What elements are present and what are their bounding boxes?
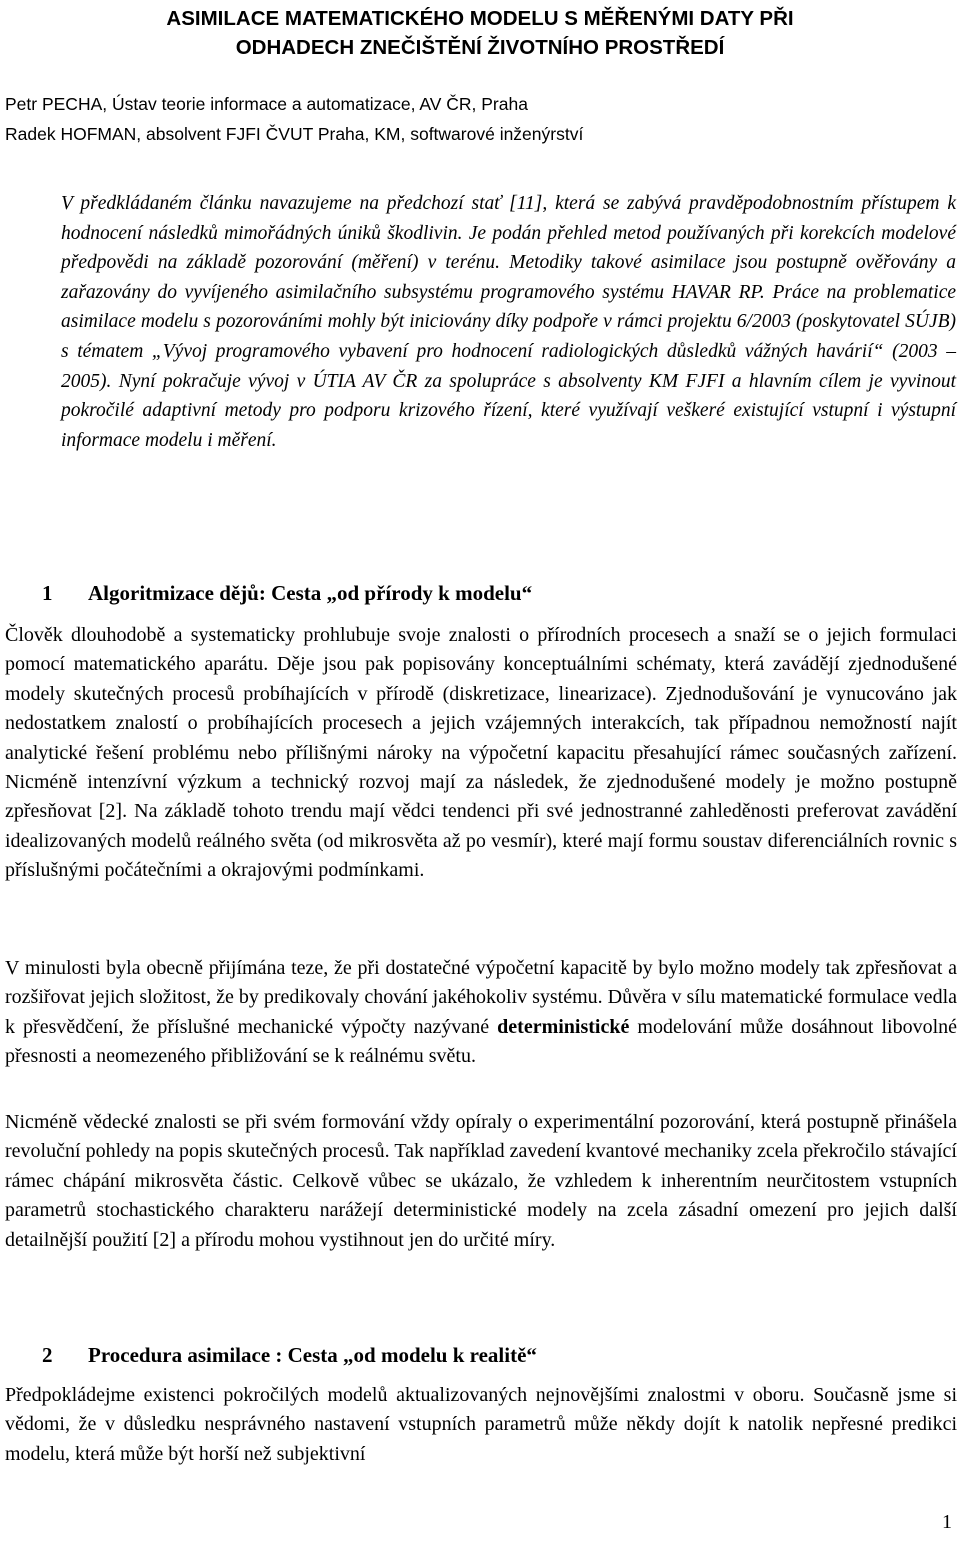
paper-title-line-1: ASIMILACE MATEMATICKÉHO MODELU S MĚŘENÝMI DATY PŘI: [166, 7, 794, 30]
section-1-paragraph-2: [5, 954, 957, 1072]
paragraph-text: V minulosti byla obecně přijímána teze, že při dostatečné výpočetní kapacitě by bylo možno modely tak zpřesňovat a rozšiřovat jejich složitost, že by predikovaly chování jakéhokoliv systému. Důvěra v sílu matematické formulace vedla k přesvědčení, že příslušné mechanické výpočty nazývané: [5, 957, 957, 1038]
authors-block: [5, 89, 955, 149]
section-2-title: Procedura asimilace : Cesta „od modelu k realitě“: [88, 1343, 537, 1367]
abstract-sentence-3: Metodiky takové asimilace jsou postupně ověřovány a zařazovány do vyvíjeného asimilačního subsystému programového systému HAVAR RP.: [61, 252, 957, 303]
section-1-paragraph-1: [5, 621, 957, 886]
abstract-sentence-2: Je podán přehled metod používaných při korekcích modelové předpovědi na základě pozorování (měření) v terénu.: [61, 222, 956, 274]
paper-title-line-2: ODHADECH ZNEČIŠTĚNÍ ŽIVOTNÍHO PROSTŘEDÍ: [235, 36, 725, 59]
paragraph-text-cont: modelování může dosáhnout libovolné přesnosti a neomezeného přibližování se k reálnému světu.: [5, 1015, 957, 1068]
section-2-number: 2: [42, 1343, 53, 1367]
abstract-sentence-1: V předkládaném článku navazujeme na předchozí stať [11], která se zabývá pravděpodobnostním přístupem k hodnocení následků mimořádných úniků škodlivin.: [61, 193, 956, 244]
section-2-paragraph-1: Předpokládejme existenci pokročilých modelů aktualizovaných nejnovějšími znalostmi v oboru. Současně jsme si vědomi, že v důsledku nesprávného nastavení vstupních parametrů může někdy dojít k natolik nepřesné predikci modelu, která může být horší než subjektivní: [5, 1384, 957, 1465]
page-number: 1: [942, 1511, 952, 1533]
paragraph-text: Nicméně vědecké znalosti se při svém formování vždy opíraly o experimentální pozorování, která postupně přinášela revoluční pohledy na popis skutečných procesů. Tak například zavedení kvantové mechaniky zcela překročilo stávající rámec chápání mikrosvěta částic. Celkově vůbec se ukázalo, že vzhledem k inherentním neurčitostem vstupních parametrů stochastického charakteru narážejí deterministické modely na zcela zásadní omezení pro jejich další detailnější použití [2] a přírodu mohou vystihnout jen do určité míry.: [5, 1111, 957, 1251]
abstract-sentence-4: Práce na problematice asimilace modelu s pozorováními mohly být iniciovány díky podpoře v rámci projektu 6/2003 (poskytovatel SÚJB) s tématem „Vývoj programového vybavení pro hodnocení radiologických důsledků vážných havárií“ (2003 – 2005).: [61, 281, 956, 392]
section-1-number: 1: [42, 581, 53, 605]
paragraph-text: Člověk dlouhodobě a systematicky prohlubuje svoje znalosti o přírodních procesech a snaží se o jejich formulaci pomocí matematického aparátu. Děje jsou pak popisovány konceptuálními schématy, která zavádějí zjednodušené modely skutečných procesů probíhajících v přírodě (diskretizace, linearizace). Zjednodušování je vynucováno jak nedostatkem znalostí o probíhajících procesech a jejich vzájemných interakcích, tak případnou nemožností najít analytické řešení problému nebo přílišnými nároky na výpočetní kapacitu přesahující rámec současných zařízení. Nicméně intenzívní výzkum a technický rozvoj mají za následek, že zjednodušené modely je možno postupně zpřesňovat [2]. Na základě tohoto trendu mají vědci tendenci při své jednostranné zahleděnosti preferovat zavádění idealizovaných modelů reálného světa (od mikrosvěta až po vesmír), které mají formu soustav diferenciálních rovnic s příslušnými počátečními a okrajovými podmínkami.: [5, 624, 957, 882]
author-line-2: Radek HOFMAN, absolvent FJFI ČVUT Praha, KM, softwarové inženýrství: [5, 124, 584, 144]
section-1-title: Algoritmizace dějů: Cesta „od přírody k modelu“: [88, 581, 533, 605]
author-line-1: Petr PECHA, Ústav teorie informace a automatizace, AV ČR, Praha: [5, 94, 528, 114]
section-2-heading: [42, 1340, 537, 1370]
abstract: [61, 189, 956, 455]
section-1-heading: [42, 578, 532, 608]
emphasis-deterministic: deterministické: [497, 1015, 630, 1038]
section-1-paragraph-3: [5, 1108, 957, 1255]
abstract-sentence-5: Nyní pokračuje vývoj v ÚTIA AV ČR za spolupráce s absolventy KM FJFI a hlavním cílem je vyvinout pokročilé adaptivní metody pro podporu krizového řízení, které využívají veškeré existující vstupní i výstupní informace modelu i měření.: [61, 370, 957, 451]
